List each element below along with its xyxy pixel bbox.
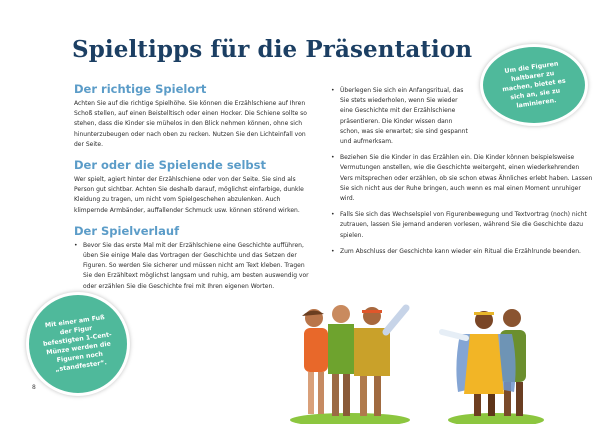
callout-laminate	[480, 44, 588, 126]
section-heading: Der oder die Spielende selbst	[74, 158, 266, 173]
section-heading: Der richtige Spielort	[74, 82, 207, 96]
illustration-three-men	[286, 302, 416, 424]
list-item: • Überlegen Sie sich ein Anfangsritual, das Sie stets wiederholen, wenn Sie wieder eine Geschichte mit der Erzählschiene präsentieren. Die Kinder wissen dann schon, was sie erwartet; sie sind gespannt und aufmerksam.	[331, 86, 468, 147]
section-spielverlauf	[74, 224, 310, 292]
section-text: Wer spielt, agiert hinter der Erzählschiene oder von der Seite. Sie sind als Person gut sichtbar. Achten Sie deshalb darauf, möglichst einfarbige, dunkle Kleidung zu tragen, um nicht vom Spielgeschehen abzulenken. Auch klimpernde Armbänder, auffallender Schmuck usw. können störend wirken.	[74, 176, 304, 214]
illustration-two-men	[426, 304, 556, 424]
section-text: Achten Sie auf die richtige Spielhöhe. Sie können die Erzählschiene auf Ihren Schoß stellen, auf einen Beistelltisch oder einen Hocker. Die Schiene sollte so stehen, dass die Kinder sie mühelos in den Blick nehmen können, ohne sich hinunterzubeugen oder nach oben zu recken. Nutzen Sie den Lichteinfall von der Seite.	[74, 100, 307, 148]
list-item: • Beziehen Sie die Kinder in das Erzählen ein. Die Kinder können beispielsweise Vermutungen anstellen, wie die Geschichte weitergeht, einen wiederkehrenden Vers mitsprechen oder erzählen, ob sie schon etwas Ähnliches erlebt haben. Lassen Sie sich nicht aus der Ruhe bringen, auch wenn es mal einen Moment unruhiger wird.	[331, 153, 593, 204]
section-spielende	[74, 158, 310, 216]
callout-coin	[26, 292, 130, 396]
list-item: • Bevor Sie das erste Mal mit der Erzählschiene eine Geschichte aufführen, üben Sie einige Male das Vortragen der Geschichte und das Setzen der Figuren. So werden Sie sicherer und müssen nicht am Text kleben. Tragen Sie den Erzähltext möglichst langsam und ruhig, am besten auswendig vor oder erzählen Sie die Geschichte frei mit Ihren eigenen Worten.	[74, 241, 310, 292]
list-item: • Falls Sie sich das Wechselspiel von Figurenbewegung und Textvortrag (noch) nicht zutrauen, lassen Sie jemand anderen vorlesen, während Sie die Geschichte dazu spielen.	[331, 210, 593, 241]
left-column	[74, 82, 310, 298]
page-number: 8	[32, 384, 36, 391]
list-item: • Zum Abschluss der Geschichte kann wieder ein Ritual die Erzählrunde beenden.	[331, 247, 593, 257]
bullet-list	[74, 241, 310, 292]
callout-text: Um die Figuren haltbarer zu machen, bietet es sich an, sie zu laminieren.	[501, 59, 567, 110]
page-title: Spieltipps für die Präsentation	[72, 36, 473, 63]
section-heading: Der Spielverlauf	[74, 223, 180, 238]
callout-text: Mit einer am Fuß der Figur befestigten 1-Cent-Münze werden die Figuren noch „standfester“.	[42, 314, 113, 374]
section-spielort	[74, 82, 310, 150]
